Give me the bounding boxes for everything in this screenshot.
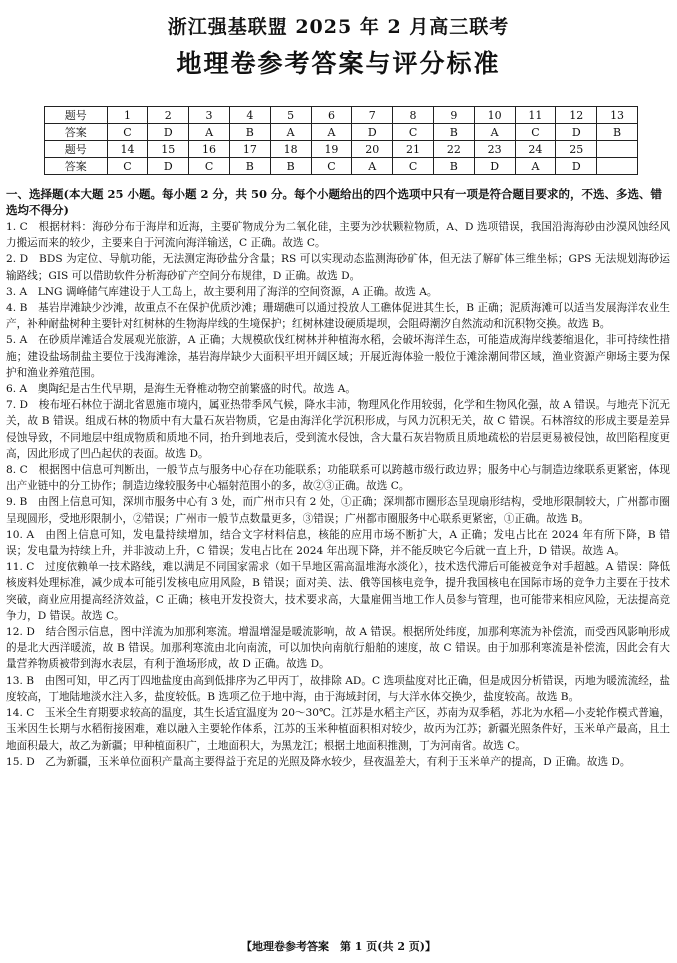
table-cell: 15 xyxy=(148,141,189,158)
table-cell: C xyxy=(107,124,148,141)
explanation-item: 10. A 由图上信息可知，发电量持续增加，结合文字材料信息，核能的应用市场不断扩大，A 正确；发电占比在 2024 年有所下降，B 错误；发电量为持续上升，并非波动上升，C 错误；发电占比在 2024 年出现下降，并不能反映它今后就一直上升，D 错误。故选 A。 xyxy=(6,528,670,558)
table-cell: 19 xyxy=(311,141,352,158)
explanations-list xyxy=(6,219,670,770)
table-cell: 16 xyxy=(189,141,230,158)
explanation-item: 5. A 在砂质岸滩适合发展观光旅游，A 正确；大规模砍伐红树林并种植海水稻，会破坏海洋生态，可能造成海岸线萎缩退化，非可持续性措施；建设盐场制盐主要位于浅海滩涂，基岩海岸缺少大面积平坦开阔区域；开展近海体验一般位于滩涂潮间带区域，渔业资源产卵场主要为保护和渔业养殖范围。 xyxy=(6,334,670,379)
document-title: 浙江强基联盟 2025 年 2 月高三联考 xyxy=(167,16,510,38)
explanation-item: 4. B 基岩岸滩缺少沙滩，故重点不在保护优质沙滩；珊瑚礁可以通过投放人工礁体促进其生长，B 正确；泥质海滩可以适当发展海洋农业生产，补种耐盐树种主要针对红树林的生物海岸线的生境保护；红树林建设硬质堤坝，会阻碍潮汐自然流动和沉积物交换。故选 B。 xyxy=(6,302,670,331)
table-cell: D xyxy=(148,158,189,175)
explanation-item: 14. C 玉米全生育期要求较高的温度，其生长适宜温度为 20～30℃。江苏是水稻主产区，苏南为双季稻，苏北为水稻—小麦轮作模式普遍，玉米因生长期与水稻衔接困难，难以融入主要轮作体系，江苏的玉米种植面积相对较少，故丙为江苏；新疆光照条件好，玉米单产最高，且土地面积最大，故乙为新疆；甲种植面积广，土地面积大，为黑龙江；根据土地面积推测，丁为河南省。故选 C。 xyxy=(6,707,670,752)
explanation-item: 9. B 由图上信息可知，深圳市服务中心有 3 处，而广州市只有 2 处，①正确；深圳都市圈形态呈现扇形结构，受地形限制较大，广州都市圈呈现圆形，受地形限制小，②错误；广州市一般节点数量更多，③错误；广州都市圈服务中心联系更紧密，①正确。故选 B。 xyxy=(6,496,670,525)
table-cell: 13 xyxy=(597,107,638,124)
table-cell: A xyxy=(474,124,515,141)
table-cell: B xyxy=(229,124,270,141)
table-cell: 20 xyxy=(352,141,393,158)
table-cell: 25 xyxy=(556,141,597,158)
table-cell: D xyxy=(352,124,393,141)
table-cell: 21 xyxy=(393,141,434,158)
table-row xyxy=(45,124,638,141)
table-cell: C xyxy=(393,124,434,141)
section-heading: 一、选择题(本大题 25 小题。每小题 2 分，共 50 分。每个小题给出的四个选项中只有一项是符合题目要求的，不选、多选、错选均不得分) xyxy=(6,187,662,217)
explanation-item: 12. D 结合图示信息，图中洋流为加那利寒流。增温增湿是暖流影响，故 A 错误。根据所处纬度，加那利寒流为补偿流，而受西风影响形成的是北大西洋暖流，故 B 错误。加那利寒流由北向南流，可以加快向南航行船舶的速度，故 C 错误。由于加那利寒流是补偿流，因此会有大量营养物质被带到海水表层，有利于渔场形成，故 D 正确。故选 D。 xyxy=(6,626,670,671)
explanation-item: 11. C 过度依赖单一技术路线，难以满足不同国家需求（如干旱地区需高温堆海水淡化），技术迭代滞后可能被竞争对手超越。A 错误：降低核废料处理标准，减少成本可能引发核电应用风险，B 错误；面对美、法、俄等国核电竞争，提升我国核电在国际市场的竞争力主要在于技术突破，商业应用提高经济效益，C 正确；核电开发投资大，技术要求高，大量雇佣当地工作人员参与管理，也可能带来相应风险，无法提高竞争力，D 错误。故选 C。 xyxy=(6,561,670,622)
table-cell: B xyxy=(597,124,638,141)
table-cell: 4 xyxy=(229,107,270,124)
explanation-item: 3. A LNG 调峰储气库建设于人工岛上，故主要利用了海洋的空间资源，A 正确。故选 A。 xyxy=(6,285,438,298)
table-cell: C xyxy=(107,158,148,175)
table-row-header: 答案 xyxy=(45,158,108,175)
table-cell: A xyxy=(311,124,352,141)
table-cell: 1 xyxy=(107,107,148,124)
table-cell: C xyxy=(189,158,230,175)
explanation-item: 7. D 梭布垭石林位于湖北省恩施市境内，属亚热带季风气候，降水丰沛，物理风化作用较弱，化学和生物风化强，故 A 错误。与地壳下沉无关，故 B 错误。组成石林的物质中有大量石灰岩物质，它是由海洋化学沉积形成，与风力沉积无关，故 C 错误。石林溶纹的形成主要是差异侵蚀导致，不同地层中组成物质和质地不同，抬升到地表后，受到流水侵蚀，含大量石灰岩物质且质地疏松的岩层更易被侵蚀，故凹陷程度更高，因此形成了凹凸起伏的表面。故选 D。 xyxy=(6,399,670,460)
table-cell: 14 xyxy=(107,141,148,158)
table-row xyxy=(45,158,638,175)
table-row-header: 答案 xyxy=(45,124,108,141)
table-cell xyxy=(597,141,638,158)
explanation-item: 8. C 根据图中信息可判断出，一般节点与服务中心存在功能联系；功能联系可以跨越市级行政边界；服务中心与制造边缘联系更紧密，体现出产业链中的分工协作；制造边缘较服务中心辐射范围小的多，故②③正确。故选 C。 xyxy=(6,464,670,493)
explanation-item: 13. B 由图可知，甲乙丙丁四地盐度由高到低排序为乙甲丙丁，故排除 AD。C 选项盐度对比正确，但是成因分析错误，丙地为暖流流经，盐度较高，丁地陆地淡水注入多，盐度较低。B 选项乙位于地中海，由于海域封闭，与大洋水体交换少，盐度较高。故选 B。 xyxy=(6,674,670,703)
table-row xyxy=(45,107,638,124)
table-cell: 3 xyxy=(189,107,230,124)
table-cell: 23 xyxy=(474,141,515,158)
table-row xyxy=(45,141,638,158)
table-cell: D xyxy=(148,124,189,141)
table-cell: A xyxy=(515,158,556,175)
table-row-header: 题号 xyxy=(45,107,108,124)
table-cell: C xyxy=(515,124,556,141)
table-cell: B xyxy=(270,158,311,175)
table-cell: 12 xyxy=(556,107,597,124)
table-cell: 17 xyxy=(229,141,270,158)
table-cell: C xyxy=(393,158,434,175)
table-cell: B xyxy=(433,124,474,141)
page-footer: 【地理卷参考答案 第 1 页(共 2 页)】 xyxy=(240,940,437,953)
explanation-item: 15. D 乙为新疆，玉米单位面积产量高主要得益于充足的光照及降水较少，昼夜温差大，有利于玉米单产的提高，D 正确。故选 D。 xyxy=(6,755,631,768)
table-cell: D xyxy=(556,124,597,141)
table-cell: D xyxy=(474,158,515,175)
table-cell: 8 xyxy=(393,107,434,124)
table-cell: 11 xyxy=(515,107,556,124)
table-cell: 9 xyxy=(433,107,474,124)
table-cell: A xyxy=(352,158,393,175)
table-cell: B xyxy=(229,158,270,175)
explanation-item: 6. A 奥陶纪是古生代早期，是海生无脊椎动物空前繁盛的时代。故选 A。 xyxy=(6,383,356,396)
answer-key-table xyxy=(44,106,638,175)
table-cell xyxy=(597,158,638,175)
table-cell: 18 xyxy=(270,141,311,158)
table-cell: 22 xyxy=(433,141,474,158)
table-cell: D xyxy=(556,158,597,175)
table-cell: 5 xyxy=(270,107,311,124)
explanation-item: 2. D BDS 为定位、导航功能，无法测定海砂盐分含量；RS 可以实现动态监测海砂矿体，但无法了解矿体三维坐标；GPS 无法规划海砂运输路线；GIS 可以借助软件分析海砂矿产空间分布规律，D 正确。故选 D。 xyxy=(6,253,670,282)
table-cell: 24 xyxy=(515,141,556,158)
document-subtitle: 地理卷参考答案与评分标准 xyxy=(176,49,501,78)
table-cell: 6 xyxy=(311,107,352,124)
table-cell: C xyxy=(311,158,352,175)
table-cell: A xyxy=(189,124,230,141)
table-cell: 7 xyxy=(352,107,393,124)
table-row-header: 题号 xyxy=(45,141,108,158)
table-cell: 10 xyxy=(474,107,515,124)
table-cell: 2 xyxy=(148,107,189,124)
table-cell: A xyxy=(270,124,311,141)
table-cell: B xyxy=(433,158,474,175)
explanation-item: 1. C 根据材料：海砂分布于海岸和近海，主要矿物成分为二氧化硅，主要为沙状颗粒物质，A、D 选项错误，我国沿海海砂由沙漠风蚀经风力搬运而来的较少，主要来自于河流向海洋输送，C 正确。故选 C。 xyxy=(6,221,670,250)
